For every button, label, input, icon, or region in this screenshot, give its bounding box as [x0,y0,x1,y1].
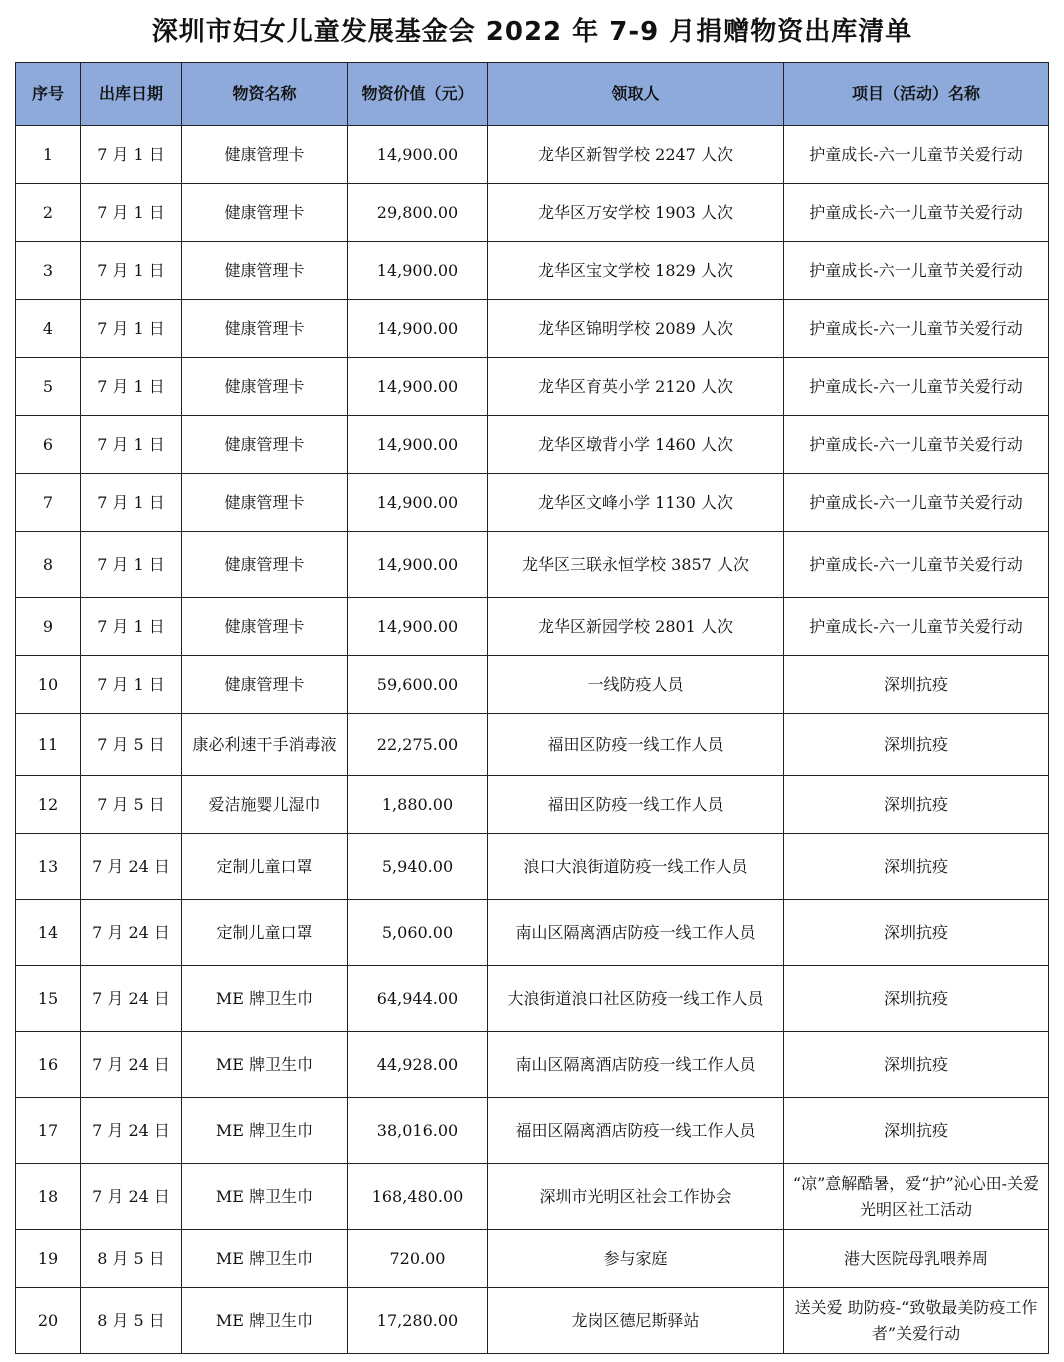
cell-project: 深圳抗疫 [784,776,1049,834]
cell-item: 健康管理卡 [182,126,348,184]
cell-project: 护童成长-六一儿童节关爱行动 [784,598,1049,656]
cell-no: 2 [16,184,81,242]
cell-no: 11 [16,714,81,776]
cell-value: 22,275.00 [348,714,488,776]
cell-recipient: 参与家庭 [488,1230,784,1288]
cell-project: 深圳抗疫 [784,656,1049,714]
cell-recipient: 龙华区文峰小学 1130 人次 [488,474,784,532]
cell-no: 14 [16,900,81,966]
cell-date: 7 月 1 日 [81,300,182,358]
cell-recipient: 龙华区新智学校 2247 人次 [488,126,784,184]
cell-value: 720.00 [348,1230,488,1288]
table-row [16,532,1049,598]
table-row [16,358,1049,416]
cell-item: ME 牌卫生巾 [182,1164,348,1230]
cell-no: 18 [16,1164,81,1230]
col-header-no: 序号 [16,63,81,126]
cell-project: 护童成长-六一儿童节关爱行动 [784,532,1049,598]
table-row [16,966,1049,1032]
cell-item: 健康管理卡 [182,532,348,598]
table-row [16,184,1049,242]
cell-value: 14,900.00 [348,358,488,416]
cell-project: 深圳抗疫 [784,714,1049,776]
cell-recipient: 深圳市光明区社会工作协会 [488,1164,784,1230]
page-title: 深圳市妇女儿童发展基金会 2022 年 7-9 月捐赠物资出库清单 [151,17,913,47]
table-row [16,242,1049,300]
cell-date: 7 月 1 日 [81,656,182,714]
cell-project: 护童成长-六一儿童节关爱行动 [784,126,1049,184]
cell-date: 7 月 24 日 [81,900,182,966]
cell-date: 8 月 5 日 [81,1288,182,1354]
cell-no: 10 [16,656,81,714]
cell-value: 1,880.00 [348,776,488,834]
cell-recipient: 龙华区宝文学校 1829 人次 [488,242,784,300]
cell-value: 29,800.00 [348,184,488,242]
cell-no: 9 [16,598,81,656]
cell-item: ME 牌卫生巾 [182,1230,348,1288]
cell-no: 7 [16,474,81,532]
col-header-project: 项目（活动）名称 [784,63,1049,126]
col-header-item: 物资名称 [182,63,348,126]
cell-value: 14,900.00 [348,598,488,656]
cell-project: 深圳抗疫 [784,900,1049,966]
table-row [16,598,1049,656]
cell-date: 7 月 5 日 [81,714,182,776]
table-row [16,300,1049,358]
cell-value: 44,928.00 [348,1032,488,1098]
cell-recipient: 福田区防疫一线工作人员 [488,714,784,776]
cell-recipient: 龙华区锦明学校 2089 人次 [488,300,784,358]
cell-recipient: 龙华区育英小学 2120 人次 [488,358,784,416]
cell-value: 64,944.00 [348,966,488,1032]
cell-value: 17,280.00 [348,1288,488,1354]
col-header-value: 物资价值（元） [348,63,488,126]
cell-project: 深圳抗疫 [784,966,1049,1032]
table-row [16,474,1049,532]
cell-date: 7 月 24 日 [81,834,182,900]
cell-date: 7 月 1 日 [81,532,182,598]
cell-value: 14,900.00 [348,300,488,358]
cell-value: 168,480.00 [348,1164,488,1230]
table-row [16,1230,1049,1288]
header-row [16,63,1049,126]
table-row [16,1032,1049,1098]
cell-value: 5,060.00 [348,900,488,966]
cell-value: 14,900.00 [348,126,488,184]
table-row [16,1288,1049,1354]
cell-no: 17 [16,1098,81,1164]
cell-no: 5 [16,358,81,416]
table-row [16,1164,1049,1230]
cell-value: 14,900.00 [348,474,488,532]
cell-recipient: 龙岗区德尼斯驿站 [488,1288,784,1354]
cell-no: 3 [16,242,81,300]
table-row [16,1098,1049,1164]
table-row [16,834,1049,900]
cell-recipient: 大浪街道浪口社区防疫一线工作人员 [488,966,784,1032]
cell-date: 7 月 1 日 [81,184,182,242]
cell-date: 7 月 24 日 [81,1032,182,1098]
cell-value: 14,900.00 [348,416,488,474]
cell-no: 20 [16,1288,81,1354]
cell-date: 7 月 1 日 [81,126,182,184]
cell-item: ME 牌卫生巾 [182,1032,348,1098]
cell-project: 护童成长-六一儿童节关爱行动 [784,242,1049,300]
col-header-date: 出库日期 [81,63,182,126]
cell-no: 1 [16,126,81,184]
cell-project: 深圳抗疫 [784,834,1049,900]
cell-item: ME 牌卫生巾 [182,966,348,1032]
cell-no: 13 [16,834,81,900]
table-row [16,776,1049,834]
cell-date: 7 月 1 日 [81,598,182,656]
cell-recipient: 一线防疫人员 [488,656,784,714]
cell-date: 7 月 5 日 [81,776,182,834]
cell-recipient: 南山区隔离酒店防疫一线工作人员 [488,900,784,966]
cell-recipient: 浪口大浪街道防疫一线工作人员 [488,834,784,900]
cell-value: 5,940.00 [348,834,488,900]
cell-project: 深圳抗疫 [784,1032,1049,1098]
cell-project: 护童成长-六一儿童节关爱行动 [784,416,1049,474]
cell-item: ME 牌卫生巾 [182,1288,348,1354]
cell-item: 定制儿童口罩 [182,900,348,966]
donation-table [15,62,1049,1354]
cell-project: 送关爱 助防疫-“致敬最美防疫工作者”关爱行动 [784,1288,1049,1354]
cell-value: 38,016.00 [348,1098,488,1164]
cell-value: 59,600.00 [348,656,488,714]
cell-date: 7 月 1 日 [81,474,182,532]
table-row [16,126,1049,184]
cell-date: 7 月 24 日 [81,1098,182,1164]
cell-project: 护童成长-六一儿童节关爱行动 [784,358,1049,416]
cell-date: 7 月 1 日 [81,358,182,416]
cell-no: 19 [16,1230,81,1288]
cell-recipient: 龙华区墩背小学 1460 人次 [488,416,784,474]
cell-no: 8 [16,532,81,598]
cell-item: 康必利速干手消毒液 [182,714,348,776]
table-row [16,416,1049,474]
col-header-recipient: 领取人 [488,63,784,126]
cell-date: 7 月 1 日 [81,242,182,300]
cell-no: 4 [16,300,81,358]
cell-project: 护童成长-六一儿童节关爱行动 [784,184,1049,242]
cell-recipient: 福田区隔离酒店防疫一线工作人员 [488,1098,784,1164]
cell-value: 14,900.00 [348,532,488,598]
table-body [16,126,1049,1354]
cell-date: 7 月 1 日 [81,416,182,474]
cell-item: 健康管理卡 [182,184,348,242]
cell-date: 7 月 24 日 [81,1164,182,1230]
table-row [16,900,1049,966]
cell-item: 健康管理卡 [182,242,348,300]
cell-no: 6 [16,416,81,474]
cell-recipient: 龙华区新园学校 2801 人次 [488,598,784,656]
cell-item: 健康管理卡 [182,416,348,474]
cell-project: “凉”意解酷暑，爱“护”沁心田-关爱光明区社工活动 [784,1164,1049,1230]
cell-no: 15 [16,966,81,1032]
cell-project: 护童成长-六一儿童节关爱行动 [784,474,1049,532]
cell-project: 港大医院母乳喂养周 [784,1230,1049,1288]
table-row [16,714,1049,776]
cell-value: 14,900.00 [348,242,488,300]
cell-recipient: 福田区防疫一线工作人员 [488,776,784,834]
cell-item: 健康管理卡 [182,598,348,656]
cell-item: 定制儿童口罩 [182,834,348,900]
cell-project: 深圳抗疫 [784,1098,1049,1164]
cell-recipient: 龙华区三联永恒学校 3857 人次 [488,532,784,598]
cell-date: 8 月 5 日 [81,1230,182,1288]
table-row [16,656,1049,714]
cell-item: 健康管理卡 [182,656,348,714]
cell-item: ME 牌卫生巾 [182,1098,348,1164]
cell-item: 健康管理卡 [182,300,348,358]
cell-recipient: 南山区隔离酒店防疫一线工作人员 [488,1032,784,1098]
cell-item: 健康管理卡 [182,358,348,416]
cell-item: 爱洁施婴儿湿巾 [182,776,348,834]
cell-date: 7 月 24 日 [81,966,182,1032]
cell-no: 16 [16,1032,81,1098]
cell-recipient: 龙华区万安学校 1903 人次 [488,184,784,242]
cell-no: 12 [16,776,81,834]
cell-project: 护童成长-六一儿童节关爱行动 [784,300,1049,358]
cell-item: 健康管理卡 [182,474,348,532]
